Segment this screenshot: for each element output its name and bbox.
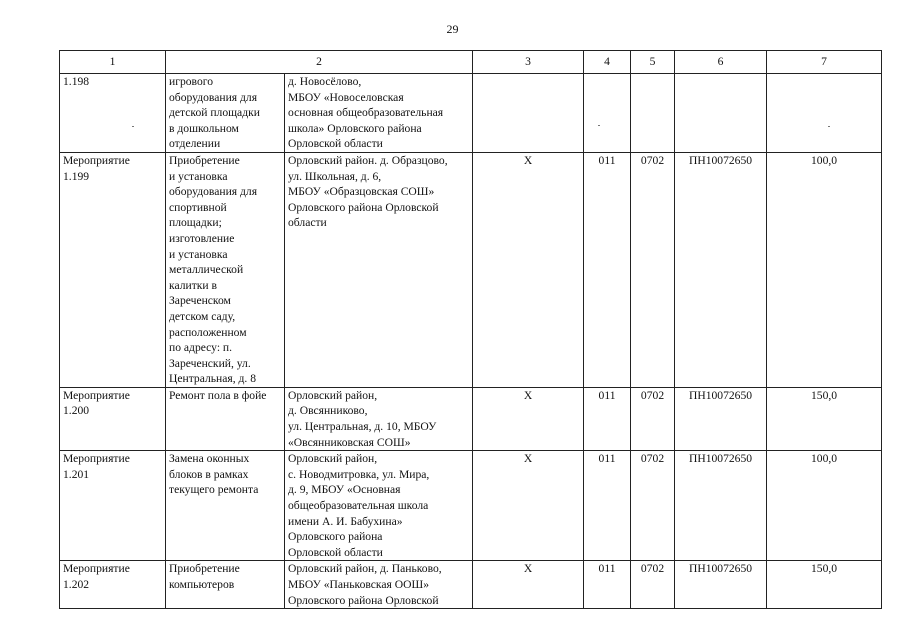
measure-id-cell: Мероприятие 1.202 bbox=[60, 561, 166, 609]
table-row bbox=[60, 74, 882, 153]
measure-description-cell: Замена оконных блоков в рамках текущего ремонта bbox=[166, 451, 285, 561]
column-6-cell bbox=[675, 74, 767, 153]
amount-cell: 150,0 bbox=[767, 387, 882, 450]
column-4-cell bbox=[584, 74, 631, 153]
column-6-cell: ПН10072650 bbox=[675, 451, 767, 561]
column-6-cell: ПН10072650 bbox=[675, 387, 767, 450]
measures-table bbox=[59, 50, 882, 609]
measure-address-cell: Орловский район, д. Паньково, МБОУ «Паньковская ООШ» Орловского района Орловской bbox=[285, 561, 473, 609]
scan-speck bbox=[598, 125, 600, 126]
table-row bbox=[60, 561, 882, 609]
column-5-cell: 0702 bbox=[631, 152, 675, 387]
column-header-6: 6 bbox=[675, 51, 767, 74]
measure-address-cell: д. Новосёлово, МБОУ «Новоселовская основная общеобразовательная школа» Орловского района Орловской области bbox=[285, 74, 473, 153]
column-3-cell: Х bbox=[473, 561, 584, 609]
measure-address-cell: Орловский район. д. Образцово, ул. Школьная, д. 6, МБОУ «Образцовская СОШ» Орловского района Орловской области bbox=[285, 152, 473, 387]
table-row bbox=[60, 387, 882, 450]
page-number: 29 bbox=[446, 22, 459, 36]
amount-cell bbox=[767, 74, 882, 153]
column-3-cell: Х bbox=[473, 387, 584, 450]
scan-speck bbox=[132, 126, 134, 127]
column-header-2: 2 bbox=[166, 51, 473, 74]
column-header-4: 4 bbox=[584, 51, 631, 74]
column-header-5: 5 bbox=[631, 51, 675, 74]
header-row bbox=[60, 51, 882, 74]
table-row bbox=[60, 451, 882, 561]
column-5-cell: 0702 bbox=[631, 561, 675, 609]
measure-description-cell: игрового оборудования для детской площадки в дошкольном отделении bbox=[166, 74, 285, 153]
column-4-cell: 011 bbox=[584, 451, 631, 561]
measure-id-cell: 1.198 bbox=[60, 74, 166, 153]
column-5-cell bbox=[631, 74, 675, 153]
scan-speck bbox=[828, 126, 830, 127]
column-4-cell: 011 bbox=[584, 561, 631, 609]
measure-description-cell: Приобретение и установка оборудования для спортивной площадки; изготовление и установка металлической калитки в Зареченском детском саду, расположенном по адресу: п. Зареченский, ул. Центральная, д. 8 bbox=[166, 152, 285, 387]
column-3-cell bbox=[473, 74, 584, 153]
amount-cell: 100,0 bbox=[767, 152, 882, 387]
measure-id-cell: Мероприятие 1.199 bbox=[60, 152, 166, 387]
measure-id-cell: Мероприятие 1.201 bbox=[60, 451, 166, 561]
column-6-cell: ПН10072650 bbox=[675, 152, 767, 387]
table-row bbox=[60, 152, 882, 387]
column-4-cell: 011 bbox=[584, 152, 631, 387]
column-header-1: 1 bbox=[60, 51, 166, 74]
measure-description-cell: Ремонт пола в фойе bbox=[166, 387, 285, 450]
column-3-cell: Х bbox=[473, 451, 584, 561]
column-5-cell: 0702 bbox=[631, 387, 675, 450]
measure-address-cell: Орловский район, с. Новодмитровка, ул. Мира, д. 9, МБОУ «Основная общеобразовательная школа имени А. И. Бабухина» Орловского района Орловской области bbox=[285, 451, 473, 561]
column-header-3: 3 bbox=[473, 51, 584, 74]
measure-description-cell: Приобретение компьютеров bbox=[166, 561, 285, 609]
column-3-cell: Х bbox=[473, 152, 584, 387]
measure-address-cell: Орловский район, д. Овсянниково, ул. Центральная, д. 10, МБОУ «Овсянниковская СОШ» bbox=[285, 387, 473, 450]
column-6-cell: ПН10072650 bbox=[675, 561, 767, 609]
amount-cell: 150,0 bbox=[767, 561, 882, 609]
measure-id-cell: Мероприятие 1.200 bbox=[60, 387, 166, 450]
column-5-cell: 0702 bbox=[631, 451, 675, 561]
column-header-7: 7 bbox=[767, 51, 882, 74]
column-4-cell: 011 bbox=[584, 387, 631, 450]
amount-cell: 100,0 bbox=[767, 451, 882, 561]
